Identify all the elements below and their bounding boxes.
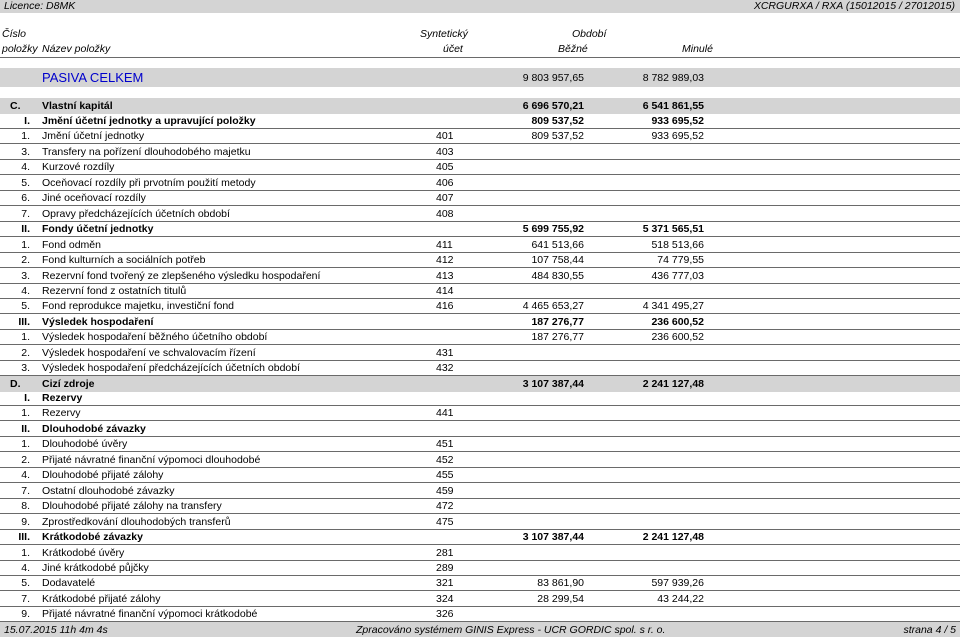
row-current-value: 4 465 653,27	[522, 300, 584, 313]
row-label: Oceňovací rozdíly při prvotním použití metody	[42, 176, 256, 189]
row-number: I.	[24, 392, 30, 404]
col-synteticky: Syntetický	[420, 28, 468, 40]
row-account: 403	[436, 145, 454, 158]
pasiva-total-label: PASIVA CELKEM	[42, 70, 144, 85]
row-account: 406	[436, 176, 454, 189]
col-polozky: položky	[2, 43, 38, 55]
table-row	[0, 406, 960, 421]
row-account: 326	[436, 608, 454, 621]
table-row	[0, 546, 960, 561]
row-account: 405	[436, 161, 454, 174]
row-number: III.	[18, 531, 30, 543]
row-number: 5.	[21, 300, 30, 313]
row-number: 1.	[21, 438, 30, 451]
row-label: Rezervní fond z ostatních titulů	[42, 284, 187, 297]
section-c-code: C.	[10, 100, 21, 112]
section-d-total	[0, 376, 960, 392]
row-label: Krátkodobé úvěry	[42, 546, 125, 559]
row-label: Dlouhodobé přijaté zálohy na transfery	[42, 500, 222, 513]
row-number: 7.	[21, 484, 30, 497]
row-label: Jiné oceňovací rozdíly	[42, 192, 146, 205]
table-row	[0, 129, 960, 144]
row-label: Rezervní fond tvořený ze zlepšeného výsledku hospodaření	[42, 269, 321, 282]
row-number: 9.	[21, 515, 30, 528]
table-row	[0, 284, 960, 299]
section-d-previous: 2 241 127,48	[642, 378, 704, 390]
col-minule: Minulé	[682, 43, 713, 55]
section-d-label: Cizí zdroje	[42, 378, 95, 390]
license-text: Licence: D8MK	[4, 0, 76, 12]
row-account: 289	[436, 562, 454, 574]
row-number: 2.	[21, 254, 30, 266]
row-current-value: 484 830,55	[531, 269, 584, 282]
pasiva-total-band	[0, 68, 960, 87]
footer-timestamp: 15.07.2015 11h 4m 4s	[4, 624, 108, 636]
row-label: Ostatní dlouhodobé závazky	[42, 484, 175, 497]
table-row	[0, 114, 960, 129]
row-label: Rezervy	[42, 407, 81, 420]
row-account: 408	[436, 207, 454, 220]
table-row	[0, 499, 960, 514]
row-current-value: 3 107 387,44	[522, 531, 584, 543]
row-number: 6.	[21, 192, 30, 205]
pasiva-total-current: 9 803 957,65	[522, 72, 584, 84]
row-number: 5.	[21, 176, 30, 189]
row-account: 441	[436, 407, 454, 420]
row-current-value: 187 276,77	[531, 331, 584, 344]
table-row	[0, 484, 960, 499]
table-row	[0, 145, 960, 160]
row-number: 9.	[21, 608, 30, 621]
row-label: Krátkodobé přijaté zálohy	[42, 592, 161, 605]
table-row	[0, 530, 960, 545]
row-label: Krátkodobé závazky	[42, 531, 143, 543]
table-row	[0, 160, 960, 175]
row-account: 321	[436, 577, 454, 590]
table-row	[0, 592, 960, 607]
row-previous-value: 436 777,03	[651, 269, 704, 282]
row-number: 4.	[21, 562, 30, 574]
row-account: 472	[436, 500, 454, 513]
table-row	[0, 222, 960, 237]
row-account: 432	[436, 362, 454, 375]
footer-system: Zpracováno systémem GINIS Express - UCR GORDIC spol. s r. o.	[356, 624, 666, 636]
row-number: 4.	[21, 469, 30, 482]
table-row	[0, 561, 960, 576]
row-current-value: 83 861,90	[537, 577, 584, 590]
section-d-current: 3 107 387,44	[522, 378, 584, 390]
row-previous-value: 933 695,52	[651, 115, 704, 127]
row-account: 413	[436, 269, 454, 282]
row-previous-value: 236 600,52	[651, 331, 704, 344]
row-number: 8.	[21, 500, 30, 513]
row-label: Zprostředkování dlouhodobých transferů	[42, 515, 231, 528]
section-d-code: D.	[10, 378, 21, 390]
col-obdobi: Období	[572, 28, 607, 40]
row-number: 3.	[21, 362, 30, 375]
row-number: III.	[18, 315, 30, 328]
col-bezne: Běžné	[558, 43, 588, 55]
table-row	[0, 315, 960, 330]
table-row	[0, 269, 960, 284]
section-c-total	[0, 98, 960, 114]
row-current-value: 809 537,52	[531, 130, 584, 143]
table-row	[0, 238, 960, 253]
table-row	[0, 437, 960, 452]
row-account: 401	[436, 130, 454, 143]
row-previous-value: 597 939,26	[651, 577, 704, 590]
row-label: Jmění účetní jednotky a upravující položky	[42, 115, 256, 127]
row-label: Dlouhodobé úvěry	[42, 438, 128, 451]
row-previous-value: 236 600,52	[651, 315, 704, 328]
row-previous-value: 2 241 127,48	[642, 531, 704, 543]
row-number: 2.	[21, 346, 30, 359]
row-label: Fond kulturních a sociálních potřeb	[42, 254, 206, 266]
row-number: 3.	[21, 269, 30, 282]
row-previous-value: 518 513,66	[651, 238, 704, 251]
table-row	[0, 253, 960, 268]
row-number: 1.	[21, 546, 30, 559]
row-account: 452	[436, 453, 454, 466]
row-label: Fondy účetní jednotky	[42, 223, 154, 236]
row-label: Kurzové rozdíly	[42, 161, 115, 174]
row-current-value: 187 276,77	[531, 315, 584, 328]
header-rule	[0, 57, 960, 58]
row-account: 412	[436, 254, 454, 266]
row-account: 281	[436, 546, 454, 559]
row-previous-value: 43 244,22	[657, 592, 704, 605]
row-number: 2.	[21, 453, 30, 466]
table-row	[0, 515, 960, 530]
row-number: II.	[21, 422, 30, 435]
table-row	[0, 346, 960, 361]
row-account: 414	[436, 284, 454, 297]
section-c-label: Vlastní kapitál	[42, 100, 113, 112]
row-label: Výsledek hospodaření	[42, 315, 154, 328]
row-number: 7.	[21, 207, 30, 220]
table-row	[0, 576, 960, 591]
table-row	[0, 330, 960, 345]
row-label: Transfery na pořízení dlouhodobého majetku	[42, 145, 251, 158]
row-previous-value: 74 779,55	[657, 254, 704, 266]
row-account: 455	[436, 469, 454, 482]
table-row	[0, 453, 960, 468]
row-previous-value: 5 371 565,51	[642, 223, 704, 236]
row-number: 1.	[21, 238, 30, 251]
table-row	[0, 191, 960, 206]
row-number: 1.	[21, 130, 30, 143]
row-current-value: 809 537,52	[531, 115, 584, 127]
row-label: Přijaté návratné finanční výpomoci krátkodobé	[42, 608, 258, 621]
row-account: 324	[436, 592, 454, 605]
table-row	[0, 361, 960, 376]
row-current-value: 107 758,44	[531, 254, 584, 266]
section-c-previous: 6 541 861,55	[642, 100, 704, 112]
row-account: 459	[436, 484, 454, 497]
table-row	[0, 468, 960, 483]
row-label: Dlouhodobé závazky	[42, 422, 146, 435]
footer-page: strana 4 / 5	[903, 624, 956, 636]
row-account: 451	[436, 438, 454, 451]
row-label: Výsledek hospodaření ve schvalovacím řízení	[42, 346, 256, 359]
row-account: 407	[436, 192, 454, 205]
col-nazev: Název položky	[42, 43, 111, 55]
row-number: 4.	[21, 284, 30, 297]
row-label: Výsledek hospodaření předcházejících účetních období	[42, 362, 301, 375]
row-number: 4.	[21, 161, 30, 174]
table-row	[0, 176, 960, 191]
row-number: 5.	[21, 577, 30, 590]
row-current-value: 28 299,54	[537, 592, 584, 605]
row-label: Přijaté návratné finanční výpomoci dlouhodobé	[42, 453, 261, 466]
pasiva-total-previous: 8 782 989,03	[642, 72, 704, 84]
row-label: Fond odměn	[42, 238, 101, 251]
table-row	[0, 422, 960, 437]
col-cislo: Číslo	[2, 28, 26, 40]
row-label: Dodavatelé	[42, 577, 96, 590]
row-label: Rezervy	[42, 392, 83, 404]
row-current-value: 641 513,66	[531, 238, 584, 251]
row-number: 7.	[21, 592, 30, 605]
row-current-value: 5 699 755,92	[522, 223, 584, 236]
table-row	[0, 607, 960, 622]
row-account: 431	[436, 346, 454, 359]
row-label: Jmění účetní jednotky	[42, 130, 145, 143]
report-id-text: XCRGURXA / RXA (15012015 / 27012015)	[753, 0, 955, 12]
row-previous-value: 4 341 495,27	[642, 300, 704, 313]
row-label: Výsledek hospodaření běžného účetního období	[42, 331, 268, 344]
row-label: Dlouhodobé přijaté zálohy	[42, 469, 164, 482]
table-row	[0, 207, 960, 222]
row-number: I.	[24, 115, 30, 127]
row-label: Fond reprodukce majetku, investiční fond	[42, 300, 235, 313]
row-number: 1.	[21, 331, 30, 344]
row-number: II.	[21, 223, 30, 236]
row-account: 416	[436, 300, 454, 313]
row-account: 411	[436, 238, 453, 251]
col-ucet: účet	[443, 43, 463, 55]
row-number: 3.	[21, 145, 30, 158]
section-c-current: 6 696 570,21	[522, 100, 584, 112]
row-label: Jiné krátkodobé půjčky	[42, 562, 149, 574]
row-number: 1.	[21, 407, 30, 420]
table-row	[0, 299, 960, 314]
row-label: Opravy předcházejících účetních období	[42, 207, 230, 220]
row-account: 475	[436, 515, 454, 528]
row-previous-value: 933 695,52	[651, 130, 704, 143]
table-row	[0, 391, 960, 406]
